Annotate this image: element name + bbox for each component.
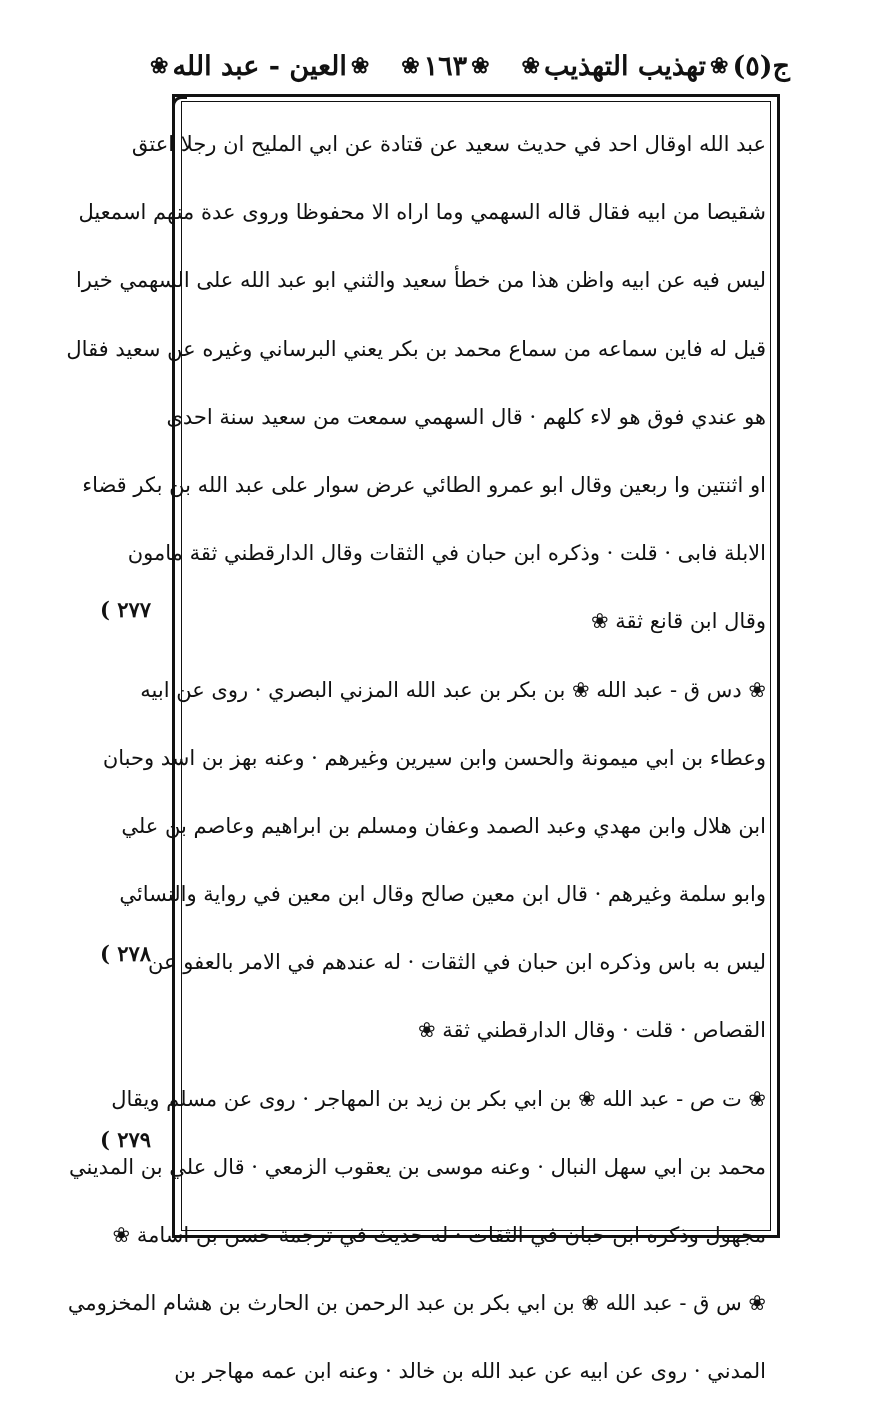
entry-number-277: ( ٢٧٧ — [100, 597, 152, 622]
text-line: مجهول وذكره ابن حبان في الثقات · له حديث في ترجمة حسن بن اسامة ❀ — [112, 1223, 766, 1247]
text-line: وابو سلمة وغيرهم · قال ابن معين صالح وقال ابن معين في رواية والنسائي — [119, 882, 766, 907]
text-line: المدني · روى عن ابيه عن عبد الله بن خالد · وعنه ابن عمه مهاجر بن — [174, 1359, 766, 1384]
header-left-group — [150, 51, 369, 82]
entry-number-278: ( ٢٧٨ — [100, 941, 152, 966]
text-line: الابلة فابى · قلت · وذكره ابن حبان في الثقات وقال الدارقطني ثقة مامون — [127, 541, 766, 566]
ornament-icon: ❀ — [350, 53, 370, 79]
text-line: وعطاء بن ابي ميمونة والحسن وابن سيرين وغيرهم · وعنه بهز بن اسد وحبان — [102, 745, 766, 770]
text-line: شقيصا من ابيه فقال قاله السهمي وما اراه الا محفوظا وروى عدة منهم اسمعيل — [78, 200, 766, 225]
header-right-group — [522, 51, 790, 82]
text-line: عبد الله اوقال احد في حديث سعيد عن قتادة عن ابي المليح ان رجلا اعتق — [131, 132, 766, 156]
text-line: محمد بن ابي سهل النبال · وعنه موسى بن يعقوب الزمعي · قال علي بن المديني — [68, 1154, 766, 1179]
ornament-icon: ❀ — [150, 53, 169, 79]
entry-heading-line: ❀ دس ق - عبد الله ❀ بن بكر بن عبد الله المزني البصري · روى عن ابيه — [140, 677, 766, 702]
text-line: ليس به باس وذكره ابن حبان في الثقات · له عندهم في الامر بالعفو عن — [148, 950, 766, 975]
text-line: او اثنتين وا ربعين وقال ابو عمرو الطائي عرض سوار على عبد الله بن بكر قضاء — [82, 472, 766, 497]
book-title: تهذيب التهذيب — [543, 50, 707, 82]
entry-number-279: ( ٢٧٩ — [100, 1127, 152, 1152]
volume-label: ج(٥) — [732, 50, 790, 82]
text-line: هو عندي فوق هو لاء كلهم · قال السهمي سمعت من سعيد سنة احدى — [166, 404, 766, 429]
entry-heading-line: ❀ س ق - عبد الله ❀ بن ابي بكر بن عبد الرحمن بن الحارث بن هشام المخزومي — [67, 1291, 766, 1316]
ornament-icon: ❀ — [471, 53, 490, 79]
ornament-icon: ❀ — [401, 53, 420, 79]
ornament-icon: ❀ — [710, 53, 729, 79]
page-number: ١٦٣ — [423, 50, 468, 82]
text-line: قيل له فاين سماعه من سماع محمد بن بكر يعني البرساني وغيره عن سعيد فقال — [66, 336, 766, 361]
text-line: وقال ابن قانع ثقة ❀ — [591, 609, 766, 634]
text-line: ليس فيه عن ابيه واظن هذا من خطأ سعيد والثني ابو عبد الله على السهمي خيرا — [75, 268, 766, 293]
section-title: العين - عبد الله — [172, 50, 347, 82]
page-header — [150, 40, 790, 92]
text-line: القصاص · قلت · وقال الدارقطني ثقة ❀ — [417, 1018, 766, 1043]
ornament-icon: ❀ — [521, 53, 540, 79]
header-center-group — [401, 51, 489, 82]
text-line: ابن هلال وابن مهدي وعبد الصمد وعفان ومسلم بن ابراهيم وعاصم بن علي — [121, 813, 766, 838]
entry-heading-line: ❀ ت ص - عبد الله ❀ بن ابي بكر بن زيد بن المهاجر · روى عن مسلم ويقال — [111, 1086, 766, 1111]
